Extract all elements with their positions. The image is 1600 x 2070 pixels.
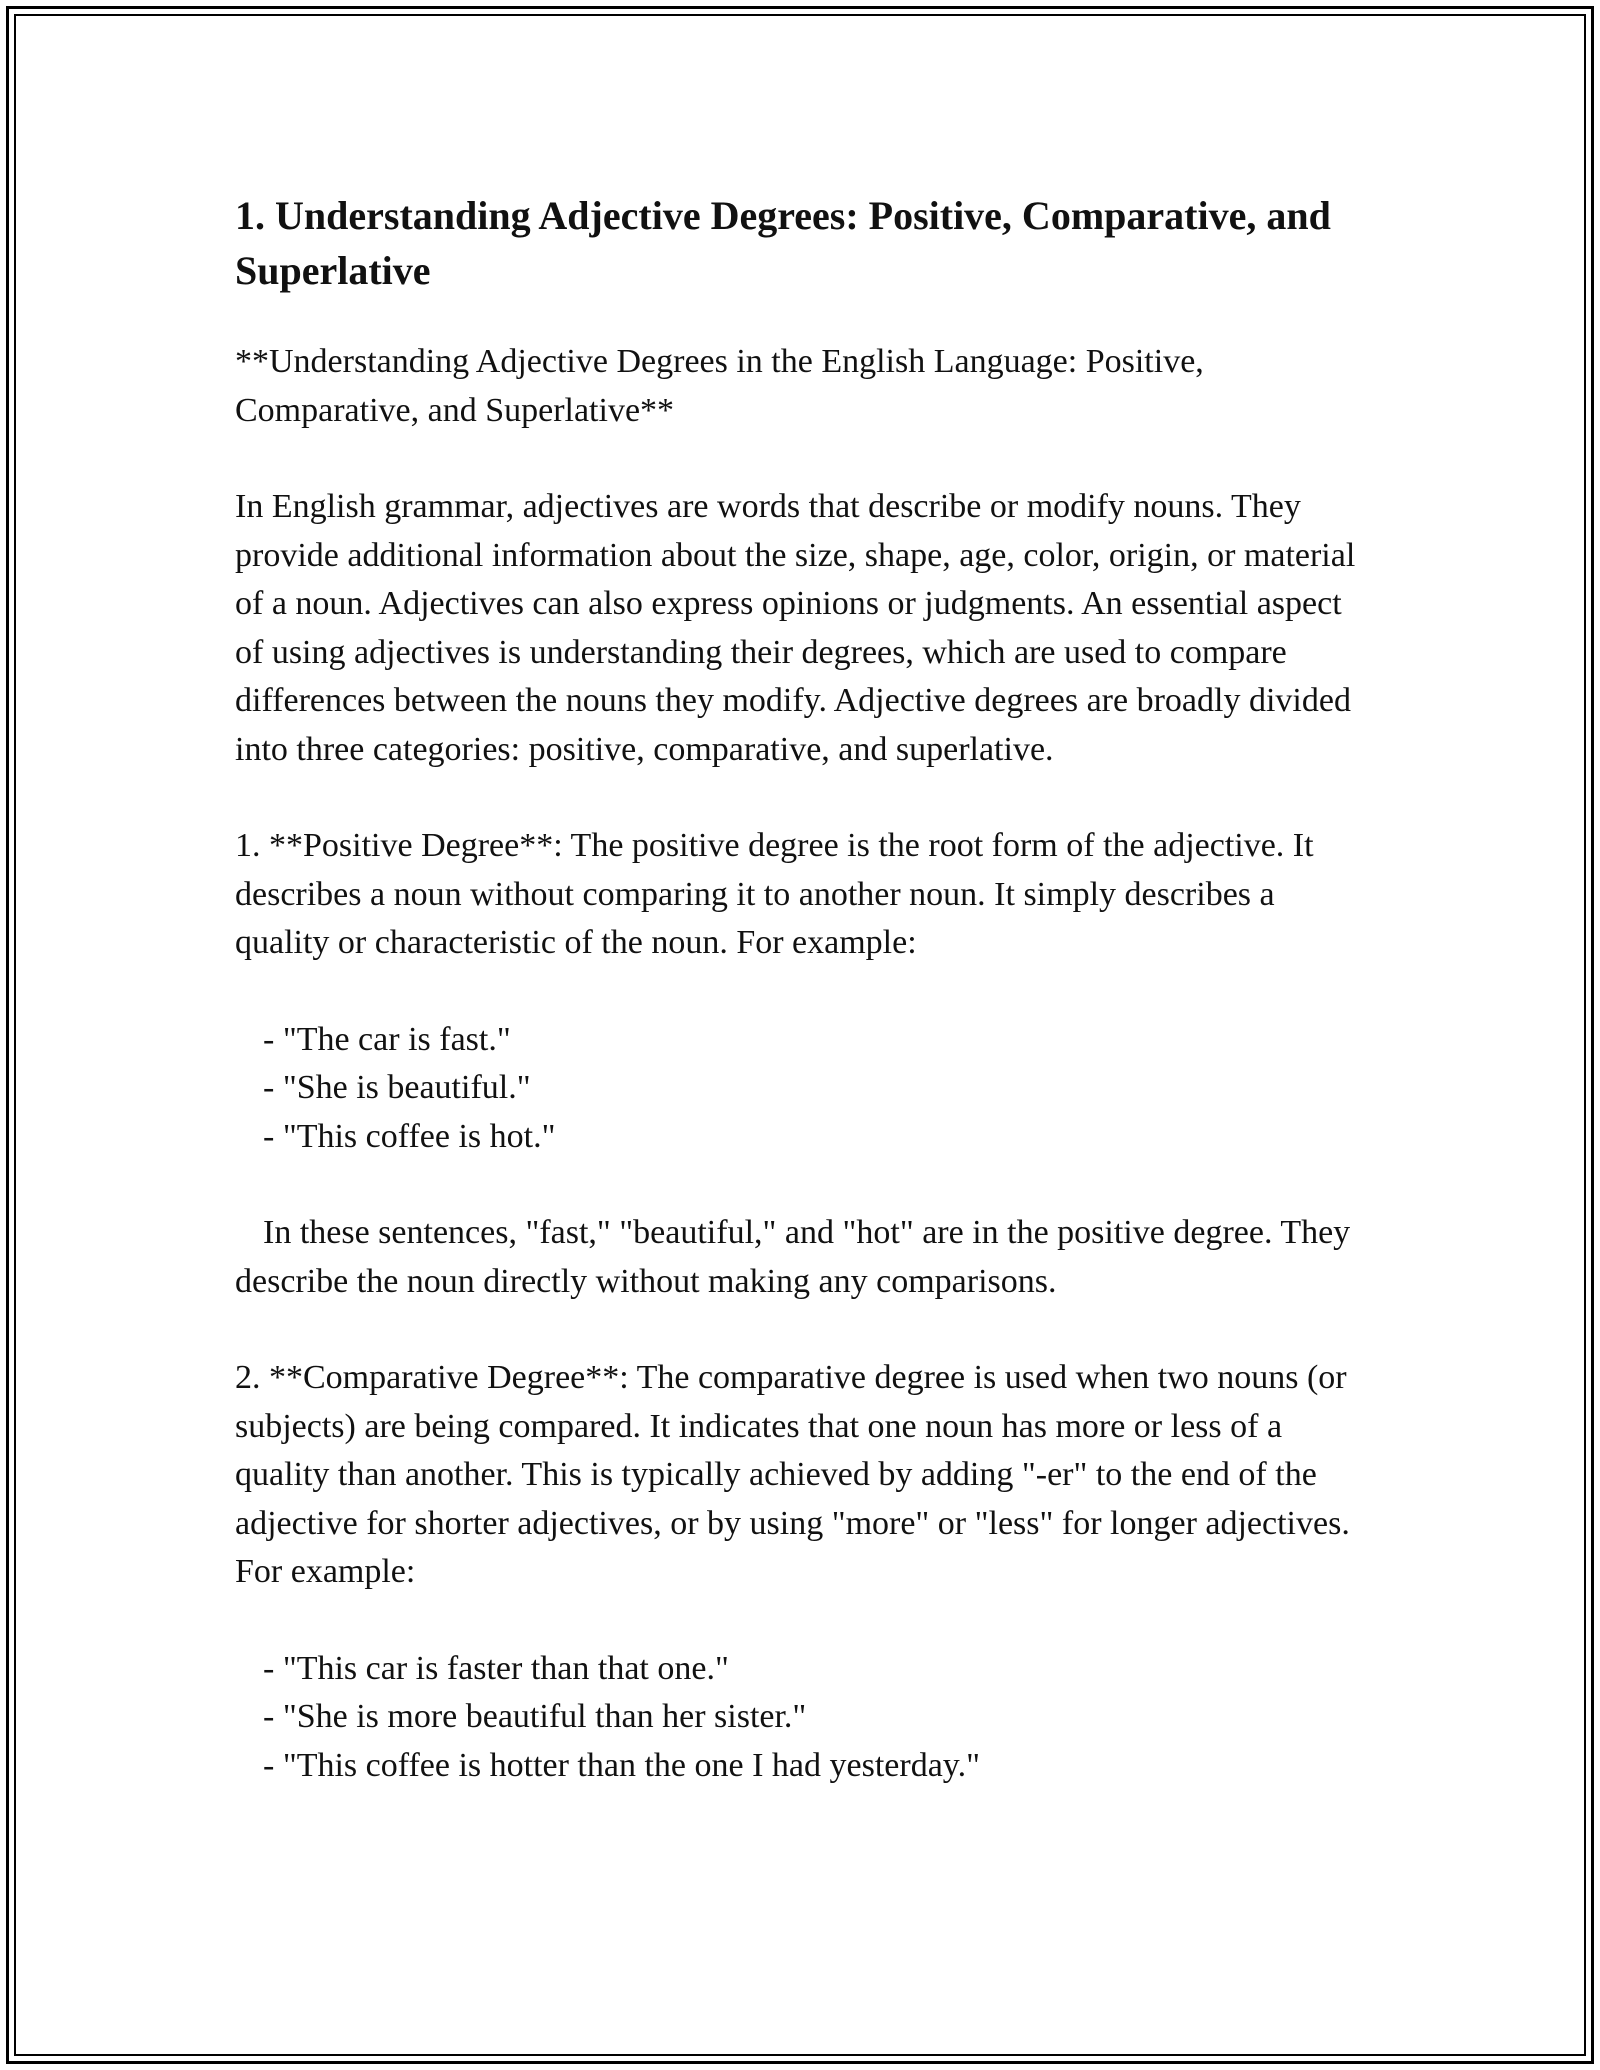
positive-explanation-paragraph: In these sentences, "fast," "beautiful," and "hot" are in the positive degree. They describe the noun directly without making any comparisons. (235, 1214, 1351, 1300)
intro-paragraph: In English grammar, adjectives are words that describe or modify nouns. They provide additional information about the size, shape, age, color, origin, or material of a noun. Adjectives can also express opinions or judgments. An essential aspect of using adjectives is understanding their degrees, which are used to compare differences between the nouns they modify. Adjective degrees are broadly divided into three categories: positive, comparative, and superlative. (235, 488, 1356, 768)
comparative-examples-list (235, 1645, 1375, 1791)
positive-degree-paragraph: 1. **Positive Degree**: The positive degree is the root form of the adjective. It describes a noun without comparing it to another noun. It simply describes a quality or characteristic of the noun. For example: (235, 827, 1314, 961)
list-item: - "She is more beautiful than her sister." (263, 1698, 807, 1735)
list-item: - "She is beautiful." (263, 1069, 531, 1106)
subtitle-paragraph: **Understanding Adjective Degrees in the English Language: Positive, Comparative, and Superlative** (235, 343, 1204, 429)
list-item: - "This car is faster than that one." (263, 1649, 729, 1687)
section-heading: 1. Understanding Adjective Degrees: Positive, Comparative, and Superlative (235, 193, 1331, 293)
list-item: - "This coffee is hot." (263, 1117, 556, 1155)
positive-examples-list (235, 1016, 1375, 1162)
list-item: - "This coffee is hotter than the one I had yesterday." (263, 1746, 980, 1784)
list-item: - "The car is fast." (263, 1020, 511, 1058)
document-body (235, 188, 1375, 1838)
comparative-degree-paragraph: 2. **Comparative Degree**: The comparative degree is used when two nouns (or subjects) are being compared. It indicates that one noun has more or less of a quality than another. This is typically achieved by adding "-er" to the end of the adjective for shorter adjectives, or by using "more" or "less" for longer adjectives. For example: (235, 1359, 1350, 1590)
